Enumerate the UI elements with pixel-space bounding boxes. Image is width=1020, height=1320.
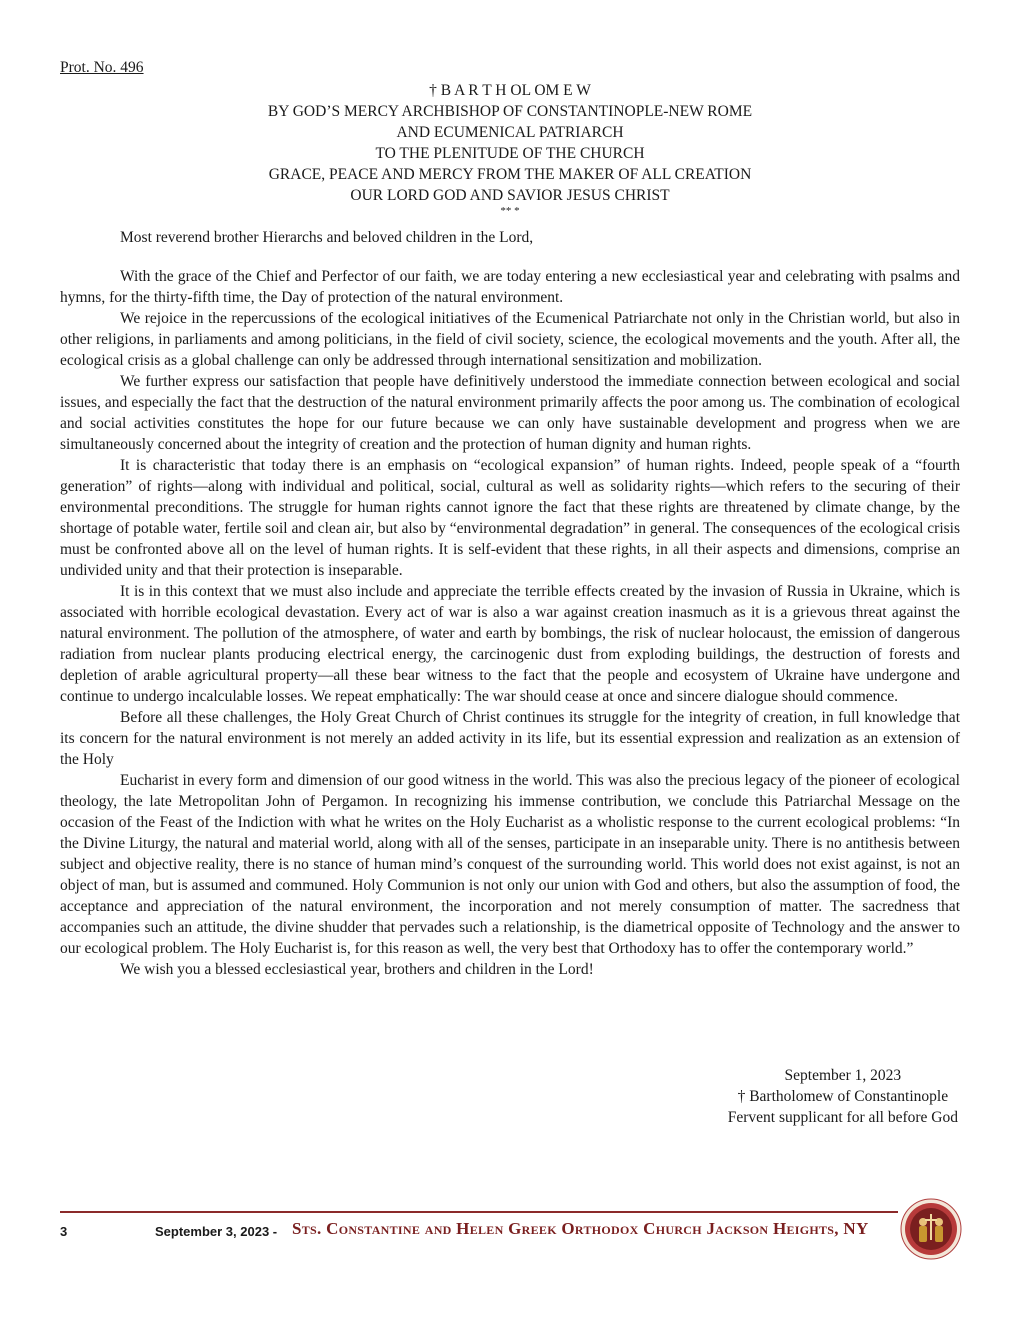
page-number: 3 bbox=[60, 1224, 68, 1239]
paragraph: Eucharist in every form and dimension of our good witness in the world. This was also the precious legacy of the pioneer of ecological theology, the late Metropolitan John of Pergamon. In recognizing his immense contribution, we conclude this Patriarchal Message on the occasion of the Feast of the Indiction with what he writes on the Holy Eucharist as a wholistic response to the current ecological problems: “In the Divine Liturgy, the natural and material world, along with all of the senses, participate in an inseparable unity. There is no antithesis between subject and objective reality, there is no stance of human mind’s conquest of the surrounding world. This world does not exist against, is not an object of man, but is assumed and communed. Holy Communion is not only our union with God and others, but also the assumption of food, the acceptance and appreciation of the natural environment, the incorporation and not merely consumption of matter. The sacredness that accompanies such an attitude, the divine shudder that pervades such a relationship, is the diametrical opposite of Technology and the answer to our ecological problem. The Holy Eucharist is, for this reason as well, the very best that Orthodoxy has to offer the contemporary world.” bbox=[60, 772, 960, 957]
paragraph: It is in this context that we must also include and appreciate the terrible effects created by the invasion of Russia in Ukraine, which is associated with horrible ecological devastation. Every act of war is also a war against creation inasmuch as it is a grievous threat against the natural environment. The pollution of the atmosphere, of water and earth by bombings, the risk of nuclear holocaust, the emission of dangerous radiation from nuclear plants producing electrical energy, the carcinogenic dust from exploding buildings, the destruction of forests and depletion of arable agricultural property—all these bear witness to the fact that the people and ecosystem of Ukraine have undergone and continue to undergo incalculable losses. We repeat emphatically: The war should cease at once and sincere dialogue should commence. bbox=[60, 583, 960, 705]
header-line: OUR LORD GOD AND SAVIOR JESUS CHRIST bbox=[350, 187, 670, 204]
paragraph: We wish you a blessed ecclesiastical year, brothers and children in the Lord! bbox=[120, 961, 594, 978]
signature-date: September 1, 2023 bbox=[784, 1067, 902, 1084]
protocol-number: Prot. No. 496 bbox=[60, 59, 144, 76]
header-line: TO THE PLENITUDE OF THE CHURCH bbox=[375, 145, 645, 162]
letter-header bbox=[0, 80, 1020, 217]
header-line: AND ECUMENICAL PATRIARCH bbox=[396, 124, 624, 141]
paragraph: We rejoice in the repercussions of the ecological initiatives of the Ecumenical Patriarchate not only in the Christian world, but also in other religions, in parliaments and among politicians, in the field of civil society, science, the ecological movements and the youth. After all, the ecological crisis as a global challenge can only be addressed through international sensitization and mobilization. bbox=[60, 310, 960, 369]
paragraph: It is characteristic that today there is an emphasis on “ecological expansion” of human rights. Indeed, people speak of a “fourth generation” of rights—along with individual and political, social, cultural as well as solidarity rights—which refers to the securing of their environmental preconditions. The struggle for human rights cannot ignore the fact that these rights are threatened by climate change, by the shortage of potable water, fertile soil and clean air, but also by “environmental degradation” in general. The consequences of the ecological crisis must be confronted above all on the level of human rights. It is self-evident that these rights, in all their aspects and dimensions, comprise an undivided unity and that their protection is inseparable. bbox=[60, 457, 960, 579]
header-line: GRACE, PEACE AND MERCY FROM THE MAKER OF ALL CREATION bbox=[268, 166, 752, 183]
paragraph: With the grace of the Chief and Perfector of our faith, we are today entering a new ecclesiastical year and celebrating with psalms and hymns, for the thirty-fifth time, the Day of protection of the natural environment. bbox=[60, 268, 960, 306]
signature-closing: Fervent supplicant for all before God bbox=[727, 1109, 958, 1126]
header-separator: ** * bbox=[500, 205, 520, 217]
paragraph: Before all these challenges, the Holy Great Church of Christ continues its struggle for the integrity of creation, in full knowledge that its concern for the natural environment is not merely an added activity in its life, but its essential expression and realization as an extension of the Holy bbox=[60, 709, 960, 768]
signature-name: † Bartholomew of Constantinople bbox=[737, 1088, 949, 1105]
header-line: † B A R T H OL OM E W bbox=[429, 82, 591, 99]
paragraph: We further express our satisfaction that people have definitively understood the immediate connection between ecological and social issues, and especially the fact that the destruction of the natural environment primarily affects the poor among us. The combination of ecological and social activities constitutes the hope for our future because we can only have sustainable development and progress when we are simultaneously concerned about the integrity of creation and the protection of human dignity and human rights. bbox=[60, 373, 960, 453]
header-line: BY GOD’S MERCY ARCHBISHOP OF CONSTANTINOPLE-NEW ROME bbox=[267, 103, 753, 120]
page-footer bbox=[60, 1219, 900, 1247]
footer-divider bbox=[60, 1211, 898, 1213]
signature-block bbox=[728, 1065, 958, 1128]
footer-church-name: Sts. Constantine and Helen Greek Orthodox Church Jackson Heights, NY bbox=[292, 1219, 869, 1238]
church-seal-icon bbox=[900, 1198, 962, 1260]
footer-date: September 3, 2023 - bbox=[155, 1224, 278, 1239]
salutation: Most reverend brother Hierarchs and beloved children in the Lord, bbox=[120, 229, 534, 246]
letter-body bbox=[60, 227, 960, 980]
